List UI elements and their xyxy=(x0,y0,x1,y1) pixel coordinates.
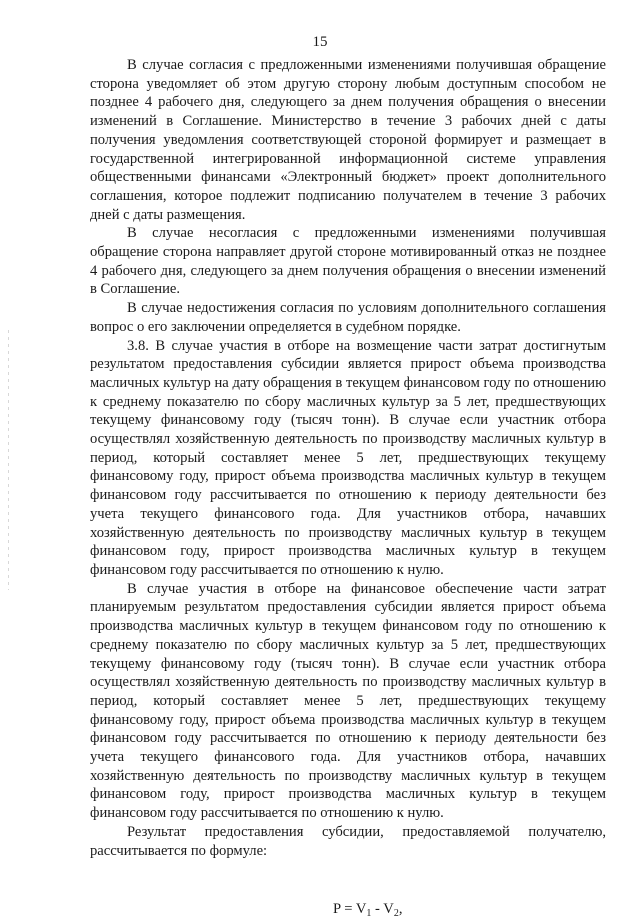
formula-sub-1: 1 xyxy=(366,908,372,919)
formula-lhs: P = V xyxy=(333,901,367,918)
page-number: 15 xyxy=(312,34,328,50)
formula-tail: , xyxy=(398,901,403,918)
paragraph-agreement-consent: В случае согласия с предложенными изменениями получившая обращение сторона уведомляет об этом другую сторону любым доступным способом не позднее 4 рабочего дня, следующего за днем получения обращения о внесении изменений в Соглашение. Министерство в течение 3 рабочих дней с даты получения уведомления соответствующей стороной формирует и размещает в государственной интегрированной информационной системе управления общественными финансами «Электронный бюджет» проект дополнительного соглашения, которое подлежит подписанию получателем в течение 3 рабочих дней с даты размещения. xyxy=(90,57,606,223)
document-body xyxy=(90,56,606,918)
paragraph-no-agreement: В случае недостижения согласия по условиям дополнительного соглашения вопрос о его заключении определяется в судебном порядке. xyxy=(90,300,606,335)
paragraph-3-8-reimbursement: 3.8. В случае участия в отборе на возмещение части затрат достигнутым результатом предоставления субсидии является прирост объема производства масличных культур на дату обращения в текущем финансовом году по отношению к среднему показателю по сбору масличных культур за 5 лет, предшествующих текущему финансовому году (тысяч тонн). В случае если участник отбора осуществлял хозяйственную деятельность по производству масличных культур в период, который составляет менее 5 лет, предшествующих текущему финансовому году, прирост объема производства масличных культур в текущем финансовом году рассчитывается по отношению к периоду деятельности без учета текущего финансового года. Для участников отбора, начавших хозяйственную деятельность по производству масличных культур в текущем финансовом году, прирост производства масличных культур в текущем финансовом году рассчитывается по отношению к нулю. xyxy=(90,337,606,578)
formula-sub-2: 2 xyxy=(393,908,399,919)
paragraph-agreement-refusal: В случае несогласия с предложенными изменениями получившая обращение сторона направляет другой стороне мотивированный отказ не позднее 4 рабочего дня, следующего за днем получения обращения о внесении изменений в Соглашение. xyxy=(90,225,606,298)
result-formula xyxy=(90,900,606,918)
formula-mid: - V xyxy=(371,901,394,918)
paragraph-financial-support: В случае участия в отборе на финансовое обеспечение части затрат планируемым результатом предоставления субсидии является прирост объема производства масличных культур в текущем финансовом году по отношению к среднему показателю по сбору масличных культур за 5 лет, предшествующих текущему финансовому году (тысяч тонн). В случае если участник отбора осуществлял хозяйственную деятельность по производству масличных культур в период, который составляет менее 5 лет, предшествующих текущему финансовому году, прирост объема производства масличных культур в текущем финансовом году рассчитывается по отношению к периоду деятельности без учета текущего финансового года. Для участников отбора, начавших хозяйственную деятельность по производству масличных культур в текущем финансовом году, прирост производства масличных культур в текущем финансовом году рассчитывается по отношению к нулю. xyxy=(90,580,606,822)
paragraph-formula-intro: Результат предоставления субсидии, предоставляемой получателю, рассчитывается по формуле: xyxy=(90,823,606,859)
margin-scan-mark xyxy=(8,330,9,590)
